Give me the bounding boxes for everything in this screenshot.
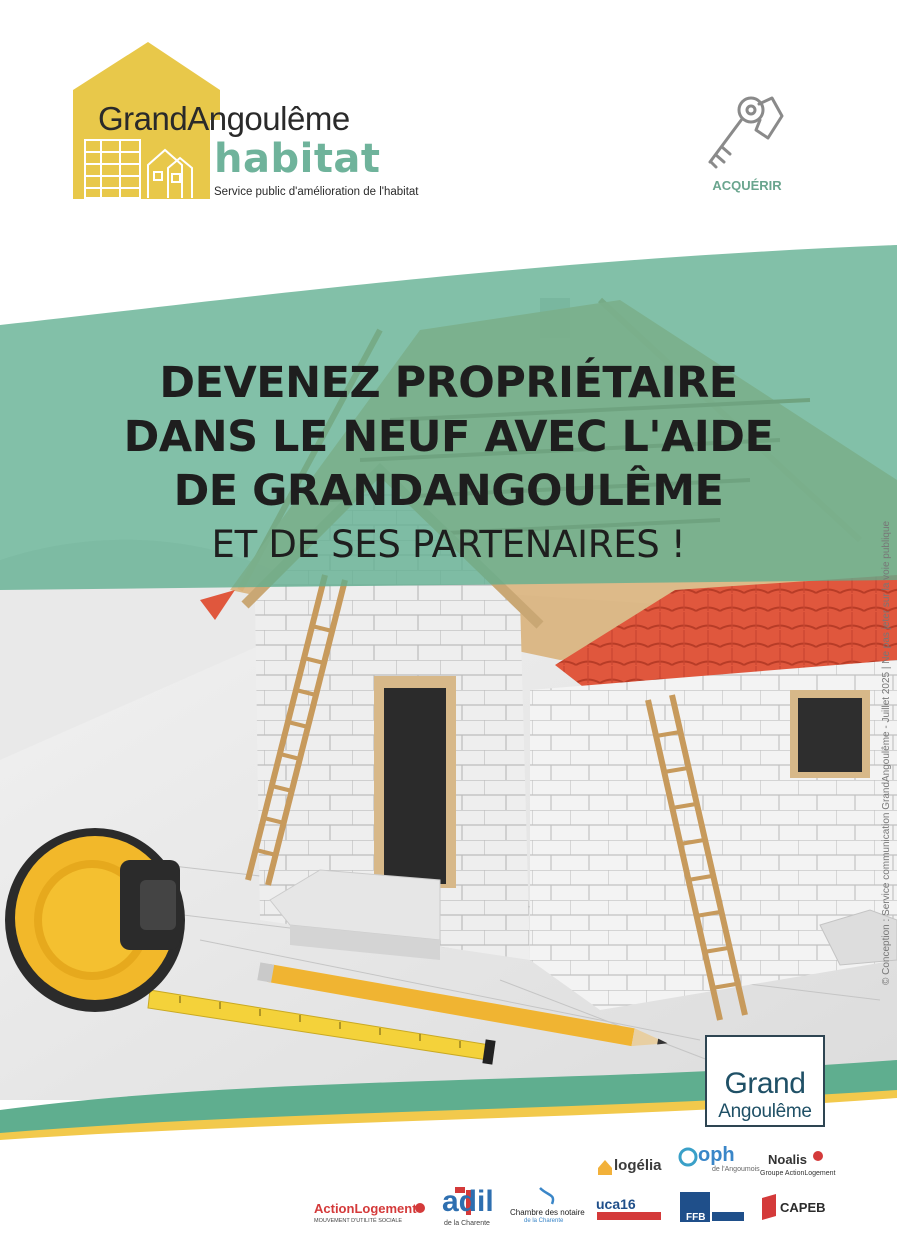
partner-notaires: Chambre des notaire: [510, 1208, 585, 1217]
headline-line-3: DE GRANDANGOULÊME: [173, 466, 724, 516]
partner-notaires-sub: de la Charente: [524, 1218, 564, 1224]
partner-adil: adil: [442, 1185, 494, 1218]
headline: [0, 356, 897, 570]
partner-oph-sub: de l'Angoumois: [712, 1166, 760, 1173]
ga-logo-line-1: Grand: [724, 1067, 806, 1100]
partner-logelia: logélia: [614, 1157, 662, 1174]
grandangouleme-logo: [705, 1035, 825, 1127]
brand-tagline: Service public d'amélioration de l'habitat: [214, 186, 419, 198]
headline-line-1: DEVENEZ PROPRIÉTAIRE: [159, 358, 738, 408]
headline-line-2: DANS LE NEUF AVEC L'AIDE: [123, 412, 774, 462]
brand-subtitle: habitat: [214, 136, 381, 182]
headline-line-4: ET DE SES PARTENAIRES !: [211, 523, 686, 566]
partner-adil-sub: de la Charente: [444, 1220, 490, 1227]
brand-title: GrandAngoulême: [98, 100, 350, 137]
partner-ffb: FFB: [686, 1212, 706, 1223]
category-label: ACQUÉRIR: [712, 178, 782, 193]
ga-logo-line-2: Angoulême: [718, 1101, 812, 1122]
key-icon: [700, 92, 786, 174]
partner-capeb: CAPEB: [780, 1200, 826, 1215]
partner-action-logement: ActionLogement: [314, 1201, 417, 1216]
partner-noalis: Noalis: [768, 1152, 808, 1167]
credit-text: © Conception : Service communication GrandAngoulême - Juillet 2025 | Ne pas jeter sur la voie publique: [881, 520, 892, 985]
partner-action-logement-sub: MOUVEMENT D'UTILITÉ SOCIALE: [314, 1218, 403, 1224]
partner-uca16: uca16: [596, 1196, 636, 1212]
partner-noalis-sub: Groupe ActionLogement: [760, 1170, 836, 1177]
partner-oph: oph: [698, 1144, 735, 1166]
